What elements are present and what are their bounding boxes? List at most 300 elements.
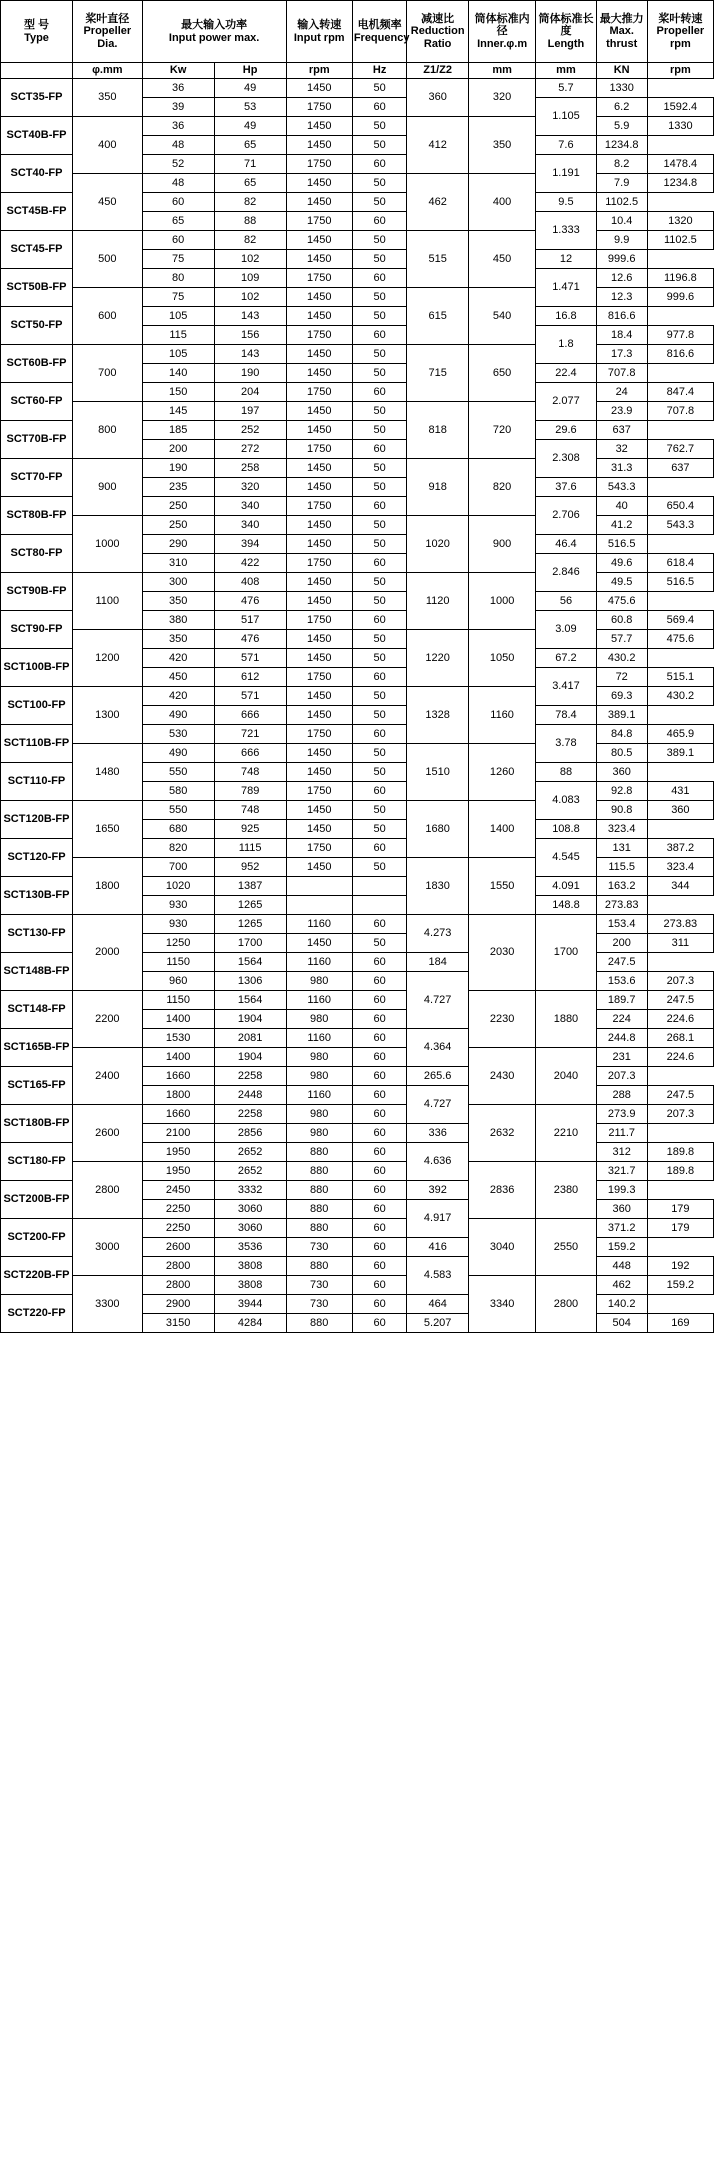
header-ratio-en: Reduction Ratio bbox=[410, 25, 465, 50]
header-type-cn: 型 号 bbox=[23, 18, 50, 31]
cell-kw: 36 bbox=[142, 117, 214, 136]
cell-propeller-rpm: 224.6 bbox=[647, 1010, 713, 1029]
cell-kw: 290 bbox=[142, 535, 214, 554]
cell-hz: 50 bbox=[352, 250, 407, 269]
cell-hp: 258 bbox=[214, 459, 286, 478]
cell-hz: 60 bbox=[352, 1295, 407, 1314]
cell-hz: 60 bbox=[352, 1010, 407, 1029]
cell-propeller-rpm: 169 bbox=[647, 1314, 713, 1333]
cell-thrust: 31.3 bbox=[596, 459, 647, 478]
cell-input-rpm: 1750 bbox=[286, 839, 352, 858]
cell-kw: 530 bbox=[142, 725, 214, 744]
cell-hp: 517 bbox=[214, 611, 286, 630]
cell-input-rpm: 880 bbox=[286, 1257, 352, 1276]
cell-thrust: 32 bbox=[596, 440, 647, 459]
cell-ratio: 1.471 bbox=[536, 269, 596, 307]
cell-thrust: 504 bbox=[596, 1314, 647, 1333]
cell-thrust: 80.5 bbox=[596, 744, 647, 763]
cell-hp: 190 bbox=[214, 364, 286, 383]
header-propeller-rpm bbox=[647, 1, 713, 63]
cell-propeller-rpm: 650.4 bbox=[647, 497, 713, 516]
cell-input-rpm: 1450 bbox=[286, 706, 352, 725]
cell-ratio: 3.09 bbox=[536, 611, 596, 649]
cell-hp: 422 bbox=[214, 554, 286, 573]
cell-thrust: 336 bbox=[407, 1124, 469, 1143]
cell-input-rpm: 1450 bbox=[286, 174, 352, 193]
cell-thrust: 56 bbox=[536, 592, 596, 611]
cell-inner-dia: 3040 bbox=[468, 1219, 535, 1276]
cell-thrust: 148.8 bbox=[536, 896, 596, 915]
table-header-row bbox=[1, 1, 714, 63]
cell-thrust: 273.9 bbox=[596, 1105, 647, 1124]
cell-dia: 350 bbox=[72, 79, 142, 117]
cell-dia: 2200 bbox=[72, 991, 142, 1048]
cell-input-rpm: 1750 bbox=[286, 326, 352, 345]
unit-cell-4: rpm bbox=[286, 63, 352, 79]
header-prop-cn: 桨叶转速 bbox=[658, 12, 703, 25]
cell-hp: 49 bbox=[214, 79, 286, 98]
cell-input-rpm: 1750 bbox=[286, 554, 352, 573]
cell-input-rpm bbox=[286, 896, 352, 915]
cell-model: SCT60-FP bbox=[1, 383, 73, 421]
table-row bbox=[1, 1276, 714, 1295]
header-dia-en: Propeller Dia. bbox=[83, 25, 132, 50]
cell-hp: 82 bbox=[214, 193, 286, 212]
cell-thrust: 244.8 bbox=[596, 1029, 647, 1048]
cell-propeller-rpm: 273.83 bbox=[647, 915, 713, 934]
cell-length: 2210 bbox=[536, 1105, 596, 1162]
cell-length: 900 bbox=[468, 516, 535, 573]
header-frequency bbox=[352, 1, 410, 63]
cell-hz: 50 bbox=[352, 687, 407, 706]
cell-model: SCT80B-FP bbox=[1, 497, 73, 535]
cell-hz: 50 bbox=[352, 364, 407, 383]
cell-hz: 50 bbox=[352, 79, 407, 98]
table-row bbox=[1, 231, 714, 250]
cell-model: SCT100-FP bbox=[1, 687, 73, 725]
cell-kw: 1020 bbox=[142, 877, 214, 896]
cell-input-rpm: 980 bbox=[286, 1010, 352, 1029]
table-row bbox=[1, 117, 714, 136]
cell-model: SCT40B-FP bbox=[1, 117, 73, 155]
cell-hz: 50 bbox=[352, 136, 407, 155]
cell-ratio: 2.308 bbox=[536, 440, 596, 478]
cell-hz: 60 bbox=[352, 1048, 407, 1067]
cell-kw: 1250 bbox=[142, 934, 214, 953]
cell-hz: 50 bbox=[352, 174, 407, 193]
header-power-cn: 最大输入功率 bbox=[181, 18, 248, 31]
cell-input-rpm bbox=[286, 877, 352, 896]
cell-kw: 2100 bbox=[142, 1124, 214, 1143]
cell-propeller-rpm: 637 bbox=[596, 421, 647, 440]
cell-dia: 1000 bbox=[72, 516, 142, 573]
cell-thrust: 57.7 bbox=[596, 630, 647, 649]
cell-kw: 2600 bbox=[142, 1238, 214, 1257]
cell-thrust: 9.5 bbox=[536, 193, 596, 212]
cell-model: SCT50B-FP bbox=[1, 269, 73, 307]
table-row bbox=[1, 402, 714, 421]
cell-inner-dia: 3340 bbox=[468, 1276, 535, 1333]
cell-propeller-rpm: 159.2 bbox=[596, 1238, 647, 1257]
cell-kw: 820 bbox=[142, 839, 214, 858]
cell-hz: 50 bbox=[352, 421, 407, 440]
cell-kw: 1530 bbox=[142, 1029, 214, 1048]
cell-inner-dia: 1830 bbox=[407, 858, 469, 915]
cell-propeller-rpm: 762.7 bbox=[647, 440, 713, 459]
cell-propeller-rpm: 847.4 bbox=[647, 383, 713, 402]
cell-inner-dia: 615 bbox=[407, 288, 469, 345]
table-row bbox=[1, 1162, 714, 1181]
cell-inner-dia: 462 bbox=[407, 174, 469, 231]
cell-length: 820 bbox=[468, 459, 535, 516]
cell-input-rpm: 1450 bbox=[286, 459, 352, 478]
cell-kw: 235 bbox=[142, 478, 214, 497]
cell-inner-dia: 2430 bbox=[468, 1048, 535, 1105]
cell-kw: 1150 bbox=[142, 991, 214, 1010]
cell-thrust: 108.8 bbox=[536, 820, 596, 839]
cell-model: SCT90B-FP bbox=[1, 573, 73, 611]
cell-input-rpm: 1160 bbox=[286, 915, 352, 934]
cell-hz: 50 bbox=[352, 307, 407, 326]
cell-hp: 2448 bbox=[214, 1086, 286, 1105]
cell-hp: 1306 bbox=[214, 972, 286, 991]
header-input-power bbox=[142, 1, 286, 63]
cell-hp: 3060 bbox=[214, 1200, 286, 1219]
cell-hz: 50 bbox=[352, 573, 407, 592]
cell-hp: 1904 bbox=[214, 1048, 286, 1067]
cell-hz: 50 bbox=[352, 193, 407, 212]
cell-length: 2800 bbox=[536, 1276, 596, 1333]
cell-propeller-rpm: 816.6 bbox=[647, 345, 713, 364]
table-row bbox=[1, 630, 714, 649]
cell-propeller-rpm: 1330 bbox=[647, 117, 713, 136]
cell-input-rpm: 1450 bbox=[286, 117, 352, 136]
cell-input-rpm: 1450 bbox=[286, 801, 352, 820]
cell-input-rpm: 1750 bbox=[286, 782, 352, 801]
table-row bbox=[1, 288, 714, 307]
cell-inner-dia: 918 bbox=[407, 459, 469, 516]
cell-model: SCT165B-FP bbox=[1, 1029, 73, 1067]
cell-inner-dia: 412 bbox=[407, 117, 469, 174]
table-unit-row bbox=[1, 63, 714, 79]
cell-length: 2550 bbox=[536, 1219, 596, 1276]
cell-propeller-rpm: 179 bbox=[647, 1200, 713, 1219]
cell-propeller-rpm: 516.5 bbox=[647, 573, 713, 592]
cell-hz: 50 bbox=[352, 744, 407, 763]
cell-ratio: 5.207 bbox=[407, 1314, 469, 1333]
cell-dia: 1650 bbox=[72, 801, 142, 858]
cell-dia: 1200 bbox=[72, 630, 142, 687]
cell-hp: 408 bbox=[214, 573, 286, 592]
cell-hp: 3332 bbox=[214, 1181, 286, 1200]
cell-thrust: 37.6 bbox=[536, 478, 596, 497]
cell-kw: 490 bbox=[142, 744, 214, 763]
cell-input-rpm: 1750 bbox=[286, 497, 352, 516]
cell-propeller-rpm: 360 bbox=[647, 801, 713, 820]
cell-length: 540 bbox=[468, 288, 535, 345]
cell-model: SCT90-FP bbox=[1, 611, 73, 649]
cell-input-rpm: 1450 bbox=[286, 307, 352, 326]
cell-ratio: 1.8 bbox=[536, 326, 596, 364]
cell-hp: 666 bbox=[214, 706, 286, 725]
cell-input-rpm: 1450 bbox=[286, 516, 352, 535]
cell-hp: 109 bbox=[214, 269, 286, 288]
cell-ratio: 3.417 bbox=[536, 668, 596, 706]
cell-kw: 380 bbox=[142, 611, 214, 630]
cell-ratio: 1.333 bbox=[536, 212, 596, 250]
cell-hp: 2081 bbox=[214, 1029, 286, 1048]
header-input-rpm-cn: 输入转速 bbox=[297, 18, 342, 31]
cell-thrust: 153.4 bbox=[596, 915, 647, 934]
cell-propeller-rpm: 1330 bbox=[596, 79, 647, 98]
cell-kw: 490 bbox=[142, 706, 214, 725]
cell-hp: 1700 bbox=[214, 934, 286, 953]
cell-hp: 748 bbox=[214, 801, 286, 820]
unit-cell-0 bbox=[1, 63, 73, 79]
header-inner-dia bbox=[468, 1, 535, 63]
cell-propeller-rpm: 207.3 bbox=[647, 972, 713, 991]
cell-hp: 1265 bbox=[214, 915, 286, 934]
cell-hz: 60 bbox=[352, 668, 407, 687]
header-ratio-cn: 减速比 bbox=[421, 12, 455, 25]
cell-model: SCT120B-FP bbox=[1, 801, 73, 839]
unit-cell-2: Kw bbox=[142, 63, 214, 79]
cell-propeller-rpm: 430.2 bbox=[647, 687, 713, 706]
cell-hp: 53 bbox=[214, 98, 286, 117]
cell-thrust: 189.7 bbox=[596, 991, 647, 1010]
table-row bbox=[1, 174, 714, 193]
cell-hp: 925 bbox=[214, 820, 286, 839]
cell-ratio: 4.091 bbox=[536, 877, 596, 896]
cell-hz: 60 bbox=[352, 155, 407, 174]
cell-hp: 3536 bbox=[214, 1238, 286, 1257]
cell-hz: 50 bbox=[352, 231, 407, 250]
cell-hp: 3944 bbox=[214, 1295, 286, 1314]
cell-hz: 60 bbox=[352, 440, 407, 459]
cell-input-rpm: 880 bbox=[286, 1181, 352, 1200]
cell-hz: 60 bbox=[352, 497, 407, 516]
cell-kw: 105 bbox=[142, 345, 214, 364]
unit-cell-5: Hz bbox=[352, 63, 407, 79]
cell-model: SCT200-FP bbox=[1, 1219, 73, 1257]
cell-model: SCT70B-FP bbox=[1, 421, 73, 459]
cell-hp: 571 bbox=[214, 649, 286, 668]
cell-hp: 1387 bbox=[214, 877, 286, 896]
cell-kw: 550 bbox=[142, 801, 214, 820]
cell-hz: 60 bbox=[352, 611, 407, 630]
cell-kw: 2450 bbox=[142, 1181, 214, 1200]
cell-input-rpm: 1160 bbox=[286, 1029, 352, 1048]
cell-model: SCT200B-FP bbox=[1, 1181, 73, 1219]
cell-hp: 340 bbox=[214, 516, 286, 535]
cell-length: 650 bbox=[468, 345, 535, 402]
cell-hp: 721 bbox=[214, 725, 286, 744]
cell-thrust: 5.9 bbox=[596, 117, 647, 136]
cell-hz: 60 bbox=[352, 725, 407, 744]
cell-input-rpm: 1450 bbox=[286, 573, 352, 592]
cell-kw: 580 bbox=[142, 782, 214, 801]
cell-hp: 2856 bbox=[214, 1124, 286, 1143]
cell-thrust: 88 bbox=[536, 763, 596, 782]
cell-kw: 145 bbox=[142, 402, 214, 421]
cell-inner-dia: 1328 bbox=[407, 687, 469, 744]
cell-propeller-rpm: 224.6 bbox=[647, 1048, 713, 1067]
cell-thrust: 7.9 bbox=[596, 174, 647, 193]
cell-propeller-rpm: 475.6 bbox=[647, 630, 713, 649]
cell-hz: 50 bbox=[352, 516, 407, 535]
cell-ratio: 4.545 bbox=[536, 839, 596, 877]
cell-inner-dia: 1120 bbox=[407, 573, 469, 630]
cell-thrust: 448 bbox=[596, 1257, 647, 1276]
cell-propeller-rpm: 1234.8 bbox=[647, 174, 713, 193]
cell-propeller-rpm: 618.4 bbox=[647, 554, 713, 573]
cell-propeller-rpm: 268.1 bbox=[647, 1029, 713, 1048]
cell-propeller-rpm: 1478.4 bbox=[647, 155, 713, 174]
cell-hz: 50 bbox=[352, 649, 407, 668]
cell-propeller-rpm: 387.2 bbox=[647, 839, 713, 858]
cell-length: 1260 bbox=[468, 744, 535, 801]
cell-hp: 1904 bbox=[214, 1010, 286, 1029]
cell-ratio: 4.727 bbox=[407, 1086, 469, 1124]
cell-hp: 789 bbox=[214, 782, 286, 801]
cell-hz: 50 bbox=[352, 934, 407, 953]
cell-propeller-rpm: 465.9 bbox=[647, 725, 713, 744]
cell-kw: 3150 bbox=[142, 1314, 214, 1333]
cell-length: 320 bbox=[468, 79, 535, 117]
cell-input-rpm: 1160 bbox=[286, 953, 352, 972]
cell-hp: 612 bbox=[214, 668, 286, 687]
cell-inner-dia: 515 bbox=[407, 231, 469, 288]
cell-hp: 2652 bbox=[214, 1143, 286, 1162]
cell-thrust: 49.6 bbox=[596, 554, 647, 573]
cell-thrust: 40 bbox=[596, 497, 647, 516]
cell-kw: 36 bbox=[142, 79, 214, 98]
cell-hz: 50 bbox=[352, 478, 407, 497]
cell-dia: 2800 bbox=[72, 1162, 142, 1219]
unit-cell-6: Z1/Z2 bbox=[407, 63, 469, 79]
cell-propeller-rpm: 247.5 bbox=[647, 991, 713, 1010]
cell-model: SCT110B-FP bbox=[1, 725, 73, 763]
header-type-en: Type bbox=[24, 31, 49, 44]
cell-model: SCT60B-FP bbox=[1, 345, 73, 383]
cell-model: SCT220B-FP bbox=[1, 1257, 73, 1295]
cell-input-rpm: 1450 bbox=[286, 136, 352, 155]
cell-dia: 500 bbox=[72, 231, 142, 288]
cell-length: 1400 bbox=[468, 801, 535, 858]
cell-hp: 2652 bbox=[214, 1162, 286, 1181]
cell-model: SCT165-FP bbox=[1, 1067, 73, 1105]
unit-cell-10: rpm bbox=[647, 63, 713, 79]
cell-hp: 1265 bbox=[214, 896, 286, 915]
cell-hz: 60 bbox=[352, 1181, 407, 1200]
cell-propeller-rpm: 543.3 bbox=[596, 478, 647, 497]
cell-dia: 1480 bbox=[72, 744, 142, 801]
cell-hp: 272 bbox=[214, 440, 286, 459]
cell-input-rpm: 980 bbox=[286, 1105, 352, 1124]
cell-input-rpm: 1450 bbox=[286, 402, 352, 421]
cell-hp: 2258 bbox=[214, 1105, 286, 1124]
cell-kw: 1400 bbox=[142, 1048, 214, 1067]
cell-thrust: 12.3 bbox=[596, 288, 647, 307]
header-thrust-en: Max. thrust bbox=[606, 25, 638, 50]
cell-propeller-rpm: 475.6 bbox=[596, 592, 647, 611]
header-len-en: Length bbox=[547, 37, 585, 50]
cell-hp: 666 bbox=[214, 744, 286, 763]
cell-kw: 80 bbox=[142, 269, 214, 288]
cell-input-rpm: 1750 bbox=[286, 440, 352, 459]
cell-input-rpm: 1750 bbox=[286, 383, 352, 402]
cell-ratio: 3.78 bbox=[536, 725, 596, 763]
table-row bbox=[1, 915, 714, 934]
cell-thrust: 16.8 bbox=[536, 307, 596, 326]
cell-hp: 394 bbox=[214, 535, 286, 554]
cell-input-rpm: 1750 bbox=[286, 212, 352, 231]
cell-thrust: 462 bbox=[596, 1276, 647, 1295]
cell-dia: 400 bbox=[72, 117, 142, 174]
cell-hz: 50 bbox=[352, 820, 407, 839]
cell-model: SCT80-FP bbox=[1, 535, 73, 573]
cell-hp: 1115 bbox=[214, 839, 286, 858]
cell-hp: 102 bbox=[214, 288, 286, 307]
cell-thrust: 41.2 bbox=[596, 516, 647, 535]
cell-kw: 310 bbox=[142, 554, 214, 573]
table-row bbox=[1, 1219, 714, 1238]
cell-thrust: 392 bbox=[407, 1181, 469, 1200]
cell-hp: 952 bbox=[214, 858, 286, 877]
cell-hz: 60 bbox=[352, 1067, 407, 1086]
header-dia-cn: 桨叶直径 bbox=[85, 12, 130, 25]
cell-kw: 39 bbox=[142, 98, 214, 117]
cell-hz: 60 bbox=[352, 1219, 407, 1238]
cell-thrust: 72 bbox=[596, 668, 647, 687]
unit-cell-1: φ.mm bbox=[72, 63, 142, 79]
cell-propeller-rpm: 189.8 bbox=[647, 1162, 713, 1181]
cell-propeller-rpm: 247.5 bbox=[596, 953, 647, 972]
cell-ratio: 4.636 bbox=[407, 1143, 469, 1181]
cell-thrust: 163.2 bbox=[596, 877, 647, 896]
cell-thrust: 29.6 bbox=[536, 421, 596, 440]
cell-kw: 2250 bbox=[142, 1219, 214, 1238]
cell-model: SCT110-FP bbox=[1, 763, 73, 801]
header-length bbox=[536, 1, 596, 63]
header-prop-en: Propeller rpm bbox=[656, 25, 705, 50]
cell-thrust: 69.3 bbox=[596, 687, 647, 706]
cell-kw: 1150 bbox=[142, 953, 214, 972]
cell-kw: 300 bbox=[142, 573, 214, 592]
cell-hz: 60 bbox=[352, 1314, 407, 1333]
cell-ratio: 2.077 bbox=[536, 383, 596, 421]
cell-hp: 1564 bbox=[214, 991, 286, 1010]
cell-dia: 1800 bbox=[72, 858, 142, 915]
table-row bbox=[1, 744, 714, 763]
cell-inner-dia: 1680 bbox=[407, 801, 469, 858]
cell-thrust: 115.5 bbox=[596, 858, 647, 877]
cell-propeller-rpm: 1102.5 bbox=[596, 193, 647, 212]
cell-kw: 680 bbox=[142, 820, 214, 839]
cell-propeller-rpm: 999.6 bbox=[596, 250, 647, 269]
header-max-thrust bbox=[596, 1, 647, 63]
cell-ratio: 2.706 bbox=[536, 497, 596, 535]
cell-hp: 4284 bbox=[214, 1314, 286, 1333]
cell-input-rpm: 1450 bbox=[286, 934, 352, 953]
cell-input-rpm: 1750 bbox=[286, 668, 352, 687]
cell-hp: 252 bbox=[214, 421, 286, 440]
cell-thrust: 9.9 bbox=[596, 231, 647, 250]
cell-ratio: 2.846 bbox=[536, 554, 596, 592]
cell-kw: 185 bbox=[142, 421, 214, 440]
cell-thrust: 46.4 bbox=[536, 535, 596, 554]
cell-propeller-rpm: 389.1 bbox=[647, 744, 713, 763]
